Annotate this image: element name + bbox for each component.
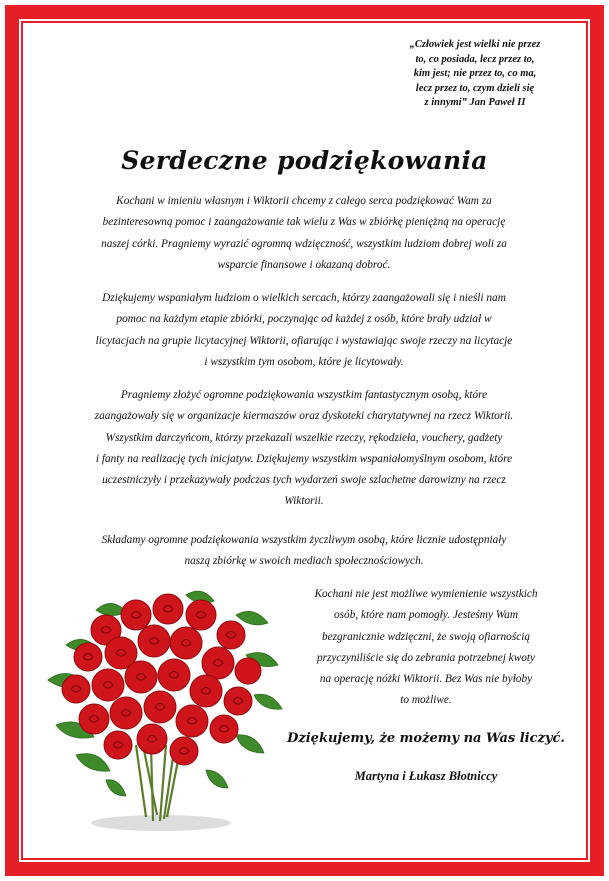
text-line: naszą zbiórkę w swoich mediach społecznościowych. (184, 555, 424, 568)
text-line: Wiktorii. (284, 495, 324, 508)
thanks-line: Dziękujemy, że możemy na Was liczyć. (287, 731, 565, 746)
quote-line: kim jest; nie przez to, co ma, (413, 68, 537, 80)
text-line: na operację nóżki Wiktorii. Bez Was nie byłoby (319, 673, 533, 686)
text-line: Dziękujemy wspaniałym ludziom o wielkich sercach, którzy zaangażowali się i nieśli nam (102, 292, 506, 304)
text-line: bezgranicznie wdzięczni, że swoją ofiarnością (321, 630, 531, 643)
text-line: wsparcie finansowe i okazaną dobroć. (217, 258, 391, 271)
text-line: Kochani w imieniu własnym i Wiktorii chcemy z całego serca podziękować Wam za (116, 195, 492, 207)
text-line: licytacjach na grupie licytacyjnej Wiktorii, ofiarując i wystawiając swoje rzeczy na licytacje (95, 334, 513, 347)
text-line: uczestniczyły i przekazywały podczas tych wydarzeń swoje szlachetne darowizny na rzecz (102, 474, 506, 487)
text-line: Kochani nie jest możliwe wymienienie wszystkich (314, 588, 538, 600)
text-line: pomoc na każdym etapie zbiórki, poczynając od każdej z osób, które brały udział w (116, 313, 492, 326)
text-line: i wszystkim tym osobom, które je licytowały. (204, 355, 404, 368)
text-line: zaangażowały się w organizacje kiermaszów oraz dyskoteki charytatywnej na rzecz Wiktorii. (94, 410, 514, 423)
paragraph-events (62, 385, 546, 513)
paragraph-auctions (62, 288, 546, 373)
signature: Martyna i Łukasz Błotniccy (354, 769, 498, 783)
text-line: Składamy ogromne podziękowania wszystkim życzliwym osobą, które licznie udostępniały (101, 534, 507, 546)
text-line: i fanty na realizację tych inicjatyw. Dziękujemy wszystkim wspaniałomyślnym osobom, które (95, 452, 513, 465)
quote-line: z innymi” Jan Paweł II (424, 97, 526, 109)
text-line: Pragniemy złożyć ogromne podziękowania wszystkim fantastycznym osobą, które (120, 389, 488, 401)
paragraph-sharing (62, 530, 546, 573)
text-line: osób, które nam pomogły. Jesteśmy Wam (334, 609, 518, 622)
text-line: to możliwe. (400, 694, 452, 707)
quote-line: „Człowiek jest wielki nie przez (409, 39, 541, 50)
text-line: przyczyniliście się do zebrania potrzebnej kwoty (316, 651, 536, 664)
quote-line: to, co posiada, lecz przez to, (415, 53, 535, 65)
quote-line: lecz przez to, czym dzieli się (415, 82, 535, 94)
paragraph-closing (285, 584, 567, 712)
paragraph-gratitude (62, 191, 546, 276)
rose-bouquet-icon (36, 585, 286, 835)
quote-block (380, 38, 570, 111)
text-line: naszej córki. Pragniemy wyrazić ogromną wdzięczność, wszystkim ludziom dobrej woli za (101, 237, 507, 250)
text-line: Wszystkim darczyńcom, którzy przekazali wszelkie rzeczy, rękodzieła, vouchery, gadżety (105, 431, 503, 444)
page-title: Serdeczne podziękowania (121, 146, 488, 175)
text-line: bezinteresowną pomoc i zaangażowanie tak wielu z Was w zbiórkę pieniężną na operację (102, 216, 506, 229)
